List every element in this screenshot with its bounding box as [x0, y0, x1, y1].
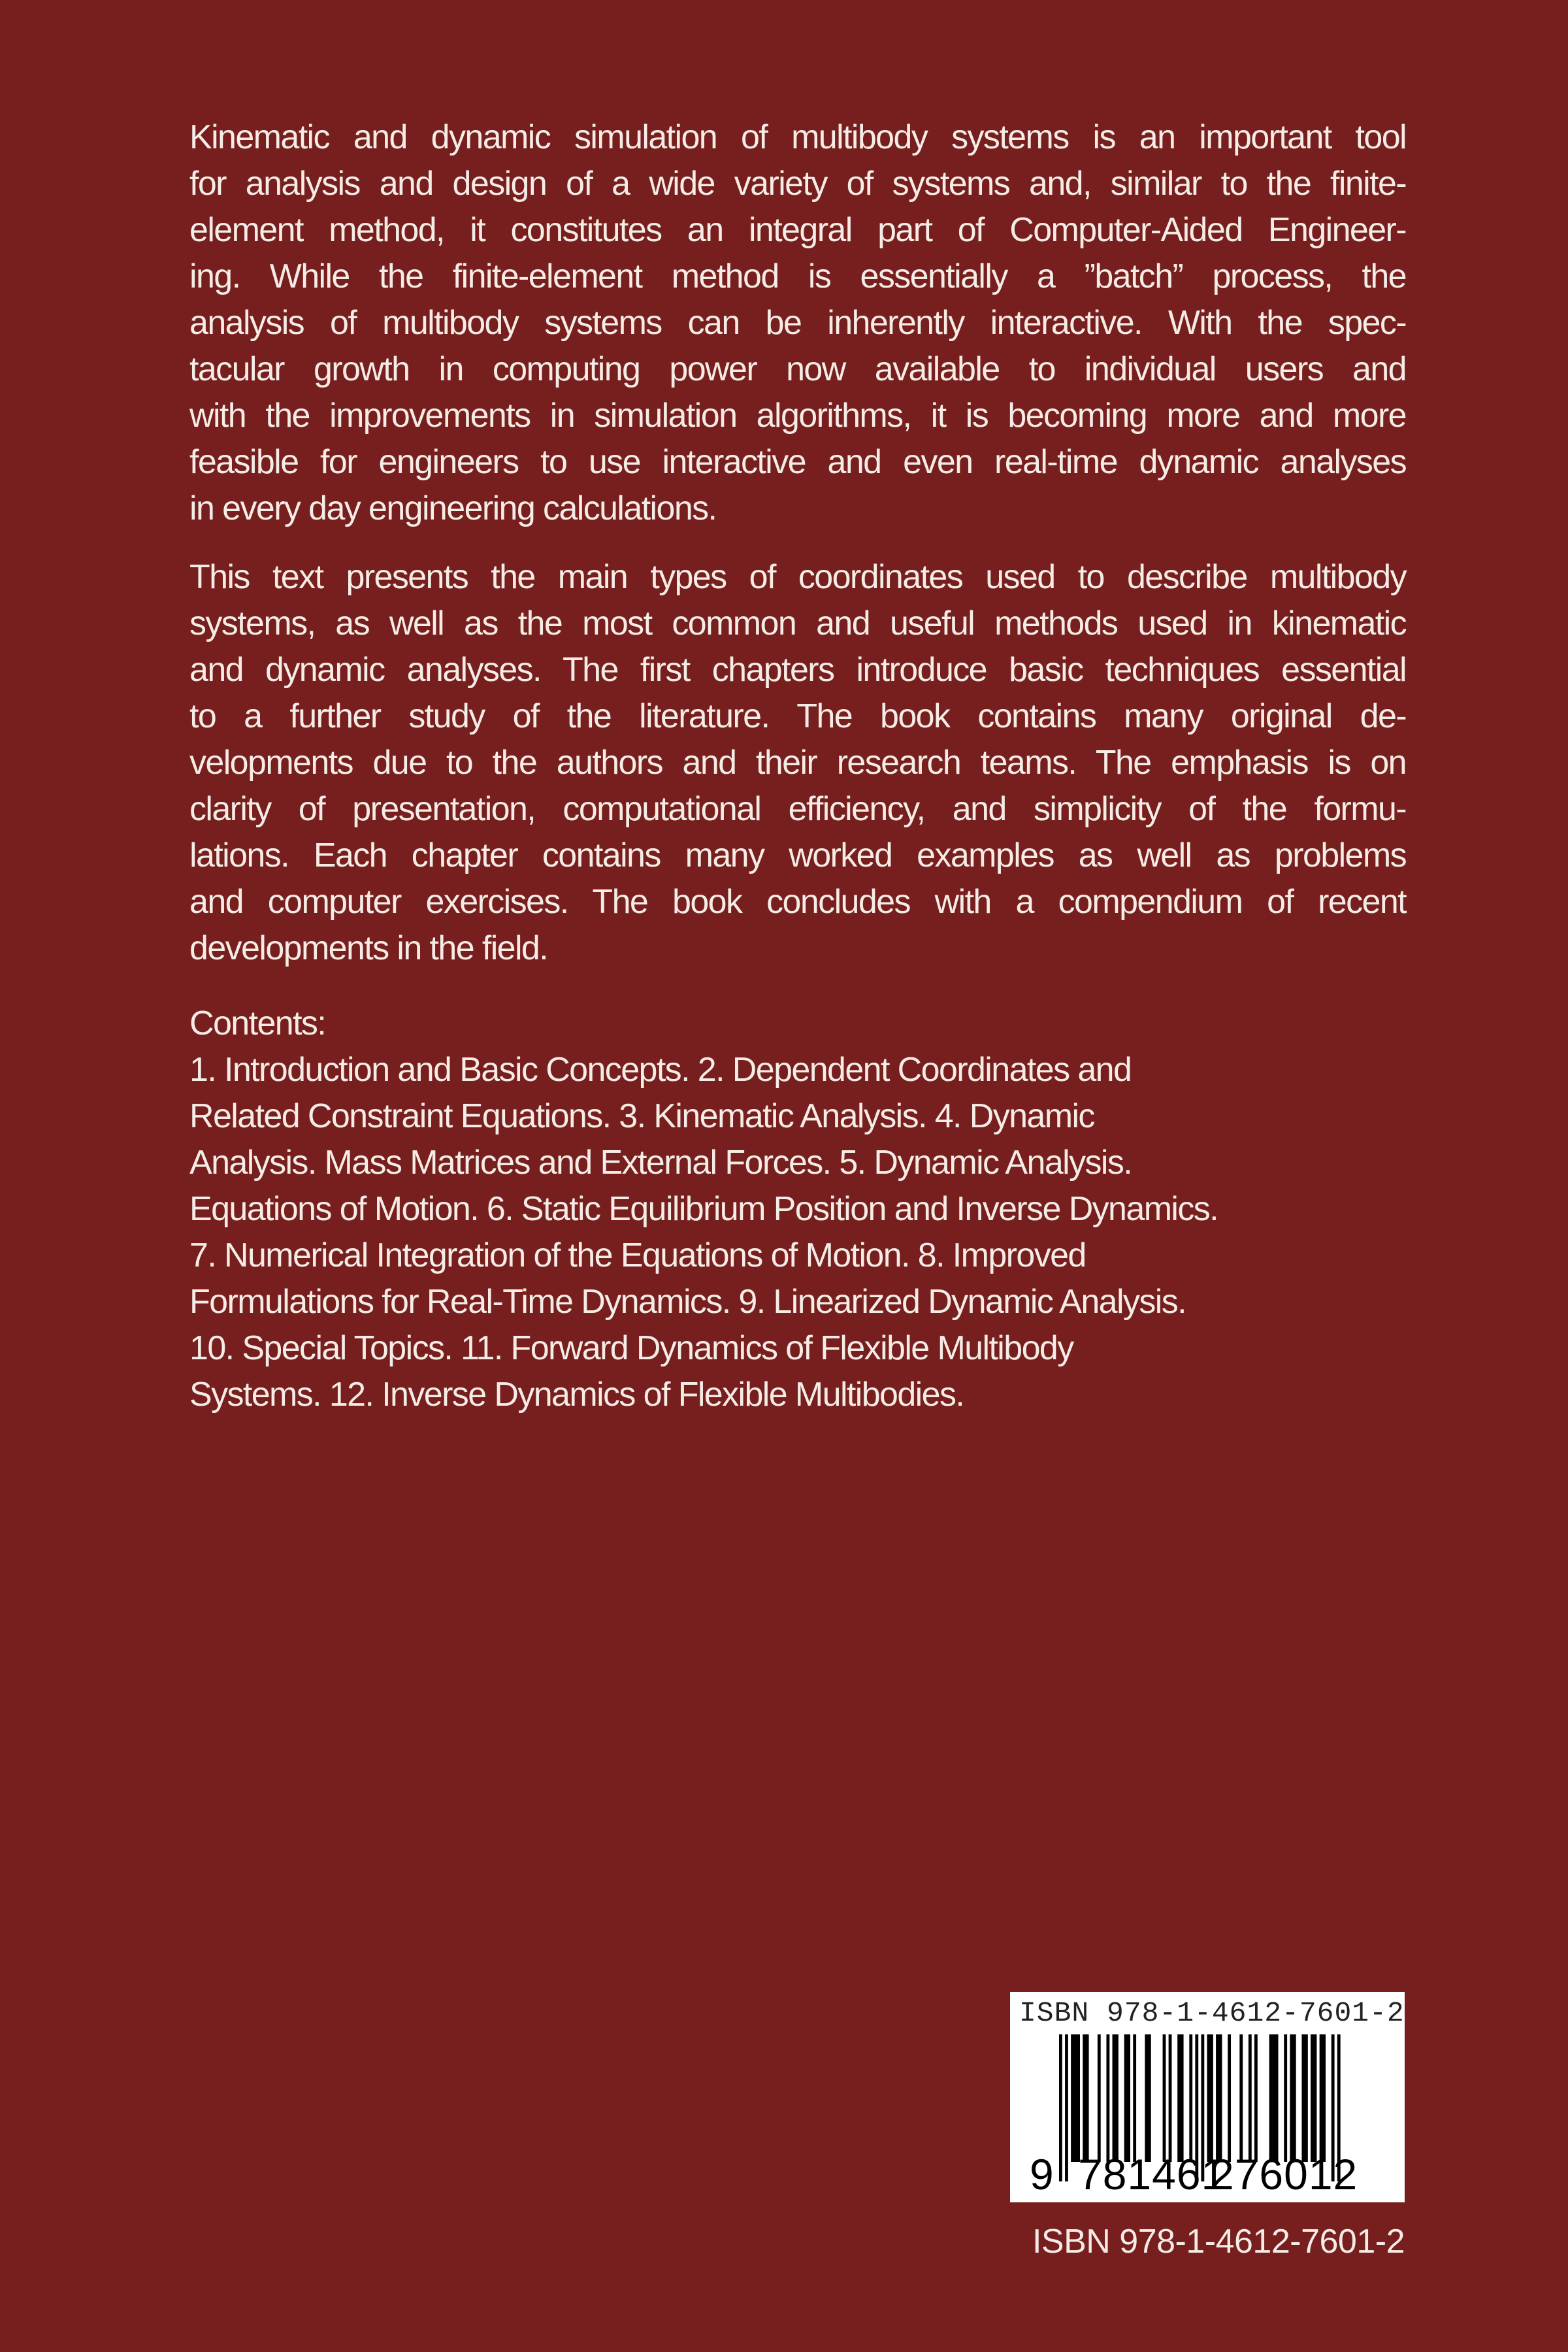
contents-line: 1. Introduction and Basic Concepts. 2. Dependent Coordinates and [189, 1051, 1132, 1089]
paragraph-line: developments in the field. [189, 929, 548, 967]
barcode-bar [1074, 2034, 1077, 2162]
barcode-bar [1059, 2034, 1062, 2181]
barcode-isbn-label: ISBN 978-1-4612-7601-2 [1019, 1997, 1405, 2029]
barcode-bar [1106, 2034, 1109, 2162]
paragraph-line: and dynamic analyses. The first chapters introduce basic techniques essential [189, 651, 1406, 689]
barcode-bar [1284, 2034, 1287, 2162]
contents-line: Equations of Motion. 6. Static Equilibrium Position and Inverse Dynamics. [189, 1190, 1218, 1228]
barcode-bar [1320, 2034, 1323, 2162]
barcode-bar [1181, 2034, 1184, 2162]
barcode-bar [1145, 2034, 1148, 2162]
contents-line: 10. Special Topics. 11. Forward Dynamics of Flexible Multibody [189, 1329, 1073, 1367]
barcode-bar [1311, 2034, 1314, 2162]
description-paragraph-2 [189, 554, 1406, 972]
paragraph-line: tacular growth in computing power now available to individual users and [189, 350, 1406, 388]
barcode-bar [1115, 2034, 1119, 2162]
barcode-bar [1314, 2034, 1317, 2162]
barcode-bar [1269, 2034, 1273, 2162]
paragraph-line: and computer exercises. The book concludes with a compendium of recent [189, 883, 1406, 921]
paragraph-line: for analysis and design of a wide variety of systems and, similar to the finite- [189, 165, 1406, 203]
paragraph-line: to a further study of the literature. The book contains many original de- [189, 697, 1406, 735]
barcode-bar [1065, 2034, 1068, 2181]
paragraph-line: element method, it constitutes an integral part of Computer-Aided Engineer- [189, 211, 1406, 249]
contents-line: Formulations for Real-Time Dynamics. 9. Linearized Dynamic Analysis. [189, 1283, 1186, 1321]
paragraph-line: velopments due to the authors and their research teams. The emphasis is on [189, 744, 1406, 782]
paragraph-line: analysis of multibody systems can be inherently interactive. With the spec- [189, 304, 1406, 342]
barcode-bar [1127, 2034, 1130, 2162]
paragraph-line: systems, as well as the most common and useful methods used in kinematic [189, 605, 1406, 642]
paragraph-line: This text presents the main types of coordinates used to describe multibody [189, 558, 1406, 596]
barcode-bar [1301, 2034, 1305, 2162]
barcode-digits-left: 781461 [1078, 2150, 1226, 2198]
barcode-bar [1124, 2034, 1128, 2162]
isbn-text: ISBN 978-1-4612-7601-2 [1032, 2223, 1405, 2261]
contents-section [189, 1001, 1406, 1418]
contents-line: Systems. 12. Inverse Dynamics of Flexible Multibodies. [189, 1376, 964, 1414]
description-paragraph-1 [189, 114, 1406, 532]
paragraph-line: in every day engineering calculations. [189, 489, 717, 527]
barcode-bar [1293, 2034, 1296, 2162]
paragraph-line: Kinematic and dynamic simulation of multibody systems is an important tool [189, 118, 1406, 156]
barcode-digit-first: 9 [1030, 2150, 1054, 2198]
barcode-bar [1163, 2034, 1166, 2162]
barcode-bar [1169, 2034, 1172, 2162]
barcode-bar [1083, 2034, 1086, 2162]
barcode-bar [1207, 2034, 1211, 2162]
barcode-bar [1249, 2034, 1252, 2162]
barcode-bar [1071, 2034, 1074, 2162]
barcode-bar [1275, 2034, 1279, 2162]
barcode-bar [1322, 2034, 1326, 2162]
barcode-bar [1098, 2034, 1101, 2162]
barcode-bar [1305, 2034, 1308, 2162]
barcode-bar [1216, 2034, 1219, 2162]
barcode-bar [1077, 2034, 1080, 2162]
contents-line: 7. Numerical Integration of the Equations of Motion. 8. Improved [189, 1236, 1086, 1274]
paragraph-line: with the improvements in simulation algorithms, it is becoming more and more [189, 397, 1406, 435]
contents-heading: Contents: [189, 1004, 326, 1042]
barcode-bar [1239, 2034, 1243, 2162]
barcode-bar [1219, 2034, 1222, 2162]
contents-line: Analysis. Mass Matrices and External Forces. 5. Dynamic Analysis. [189, 1144, 1132, 1182]
barcode-bar [1210, 2034, 1213, 2162]
barcode-bar [1113, 2034, 1116, 2162]
barcode-bar [1272, 2034, 1275, 2162]
contents-line: Related Constraint Equations. 3. Kinematic Analysis. 4. Dynamic [189, 1097, 1094, 1135]
barcode-bar [1177, 2034, 1181, 2162]
isbn-barcode [1010, 1992, 1405, 2202]
barcode-digits-right: 276012 [1210, 2150, 1358, 2198]
paragraph-line: ing. While the finite-element method is essentially a ”batch” process, the [189, 257, 1406, 295]
barcode-bar [1290, 2034, 1293, 2162]
barcode-bar [1228, 2034, 1231, 2162]
barcode-bar [1086, 2034, 1089, 2162]
paragraph-line: lations. Each chapter contains many worked examples as well as problems [189, 836, 1406, 874]
barcode-bar [1189, 2034, 1192, 2162]
paragraph-line: feasible for engineers to use interactive and even real-time dynamic analyses [189, 443, 1406, 481]
barcode-bar [1148, 2034, 1151, 2162]
barcode-bar [1133, 2034, 1136, 2162]
barcode-bar [1254, 2034, 1258, 2162]
paragraph-line: clarity of presentation, computational efficiency, and simplicity of the formu- [189, 790, 1406, 828]
